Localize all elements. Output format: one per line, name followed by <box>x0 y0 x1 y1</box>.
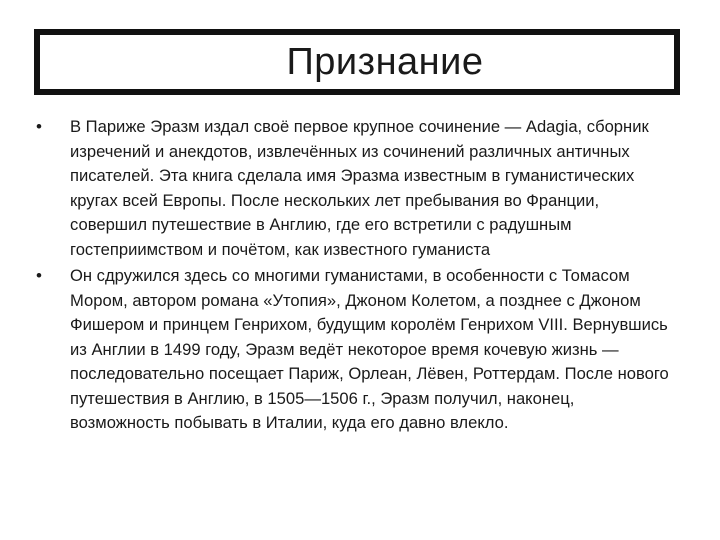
bullet-marker: • <box>36 117 42 136</box>
bullet-text: В Париже Эразм издал своё первое крупное сочинение — Adagia, сборник изречений и анекдотов, извлечённых из сочинений различных античных писателей. Эта книга сделала имя Эразма известным в гуманистических кругах всей Европы. После нескольких лет пребывания во Франции, совершил путешествие в Англию, где его встретили с радушным гостеприимством и почётом, как известного гуманиста <box>70 117 649 259</box>
bullet-item <box>36 115 676 262</box>
bullet-item <box>36 264 676 436</box>
bullet-marker: • <box>36 266 42 285</box>
bullet-list <box>36 115 676 438</box>
slide-title: Признание <box>286 40 484 83</box>
title-box <box>34 29 680 95</box>
bullet-text: Он сдружился здесь со многими гуманистами, в особенности с Томасом Мором, автором романа «Утопия», Джоном Колетом, а позднее с Джоном Фишером и принцем Генрихом, будущим королём Генрихом VIII. Вернувшись из Англии в 1499 году, Эразм ведёт некоторое время кочевую жизнь — последовательно посещает Париж, Орлеан, Лёвен, Роттердам. После нового путешествия в Англию, в 1505—1506 г., Эразм получил, наконец, возможность побывать в Италии, куда его давно влекло. <box>70 266 669 432</box>
